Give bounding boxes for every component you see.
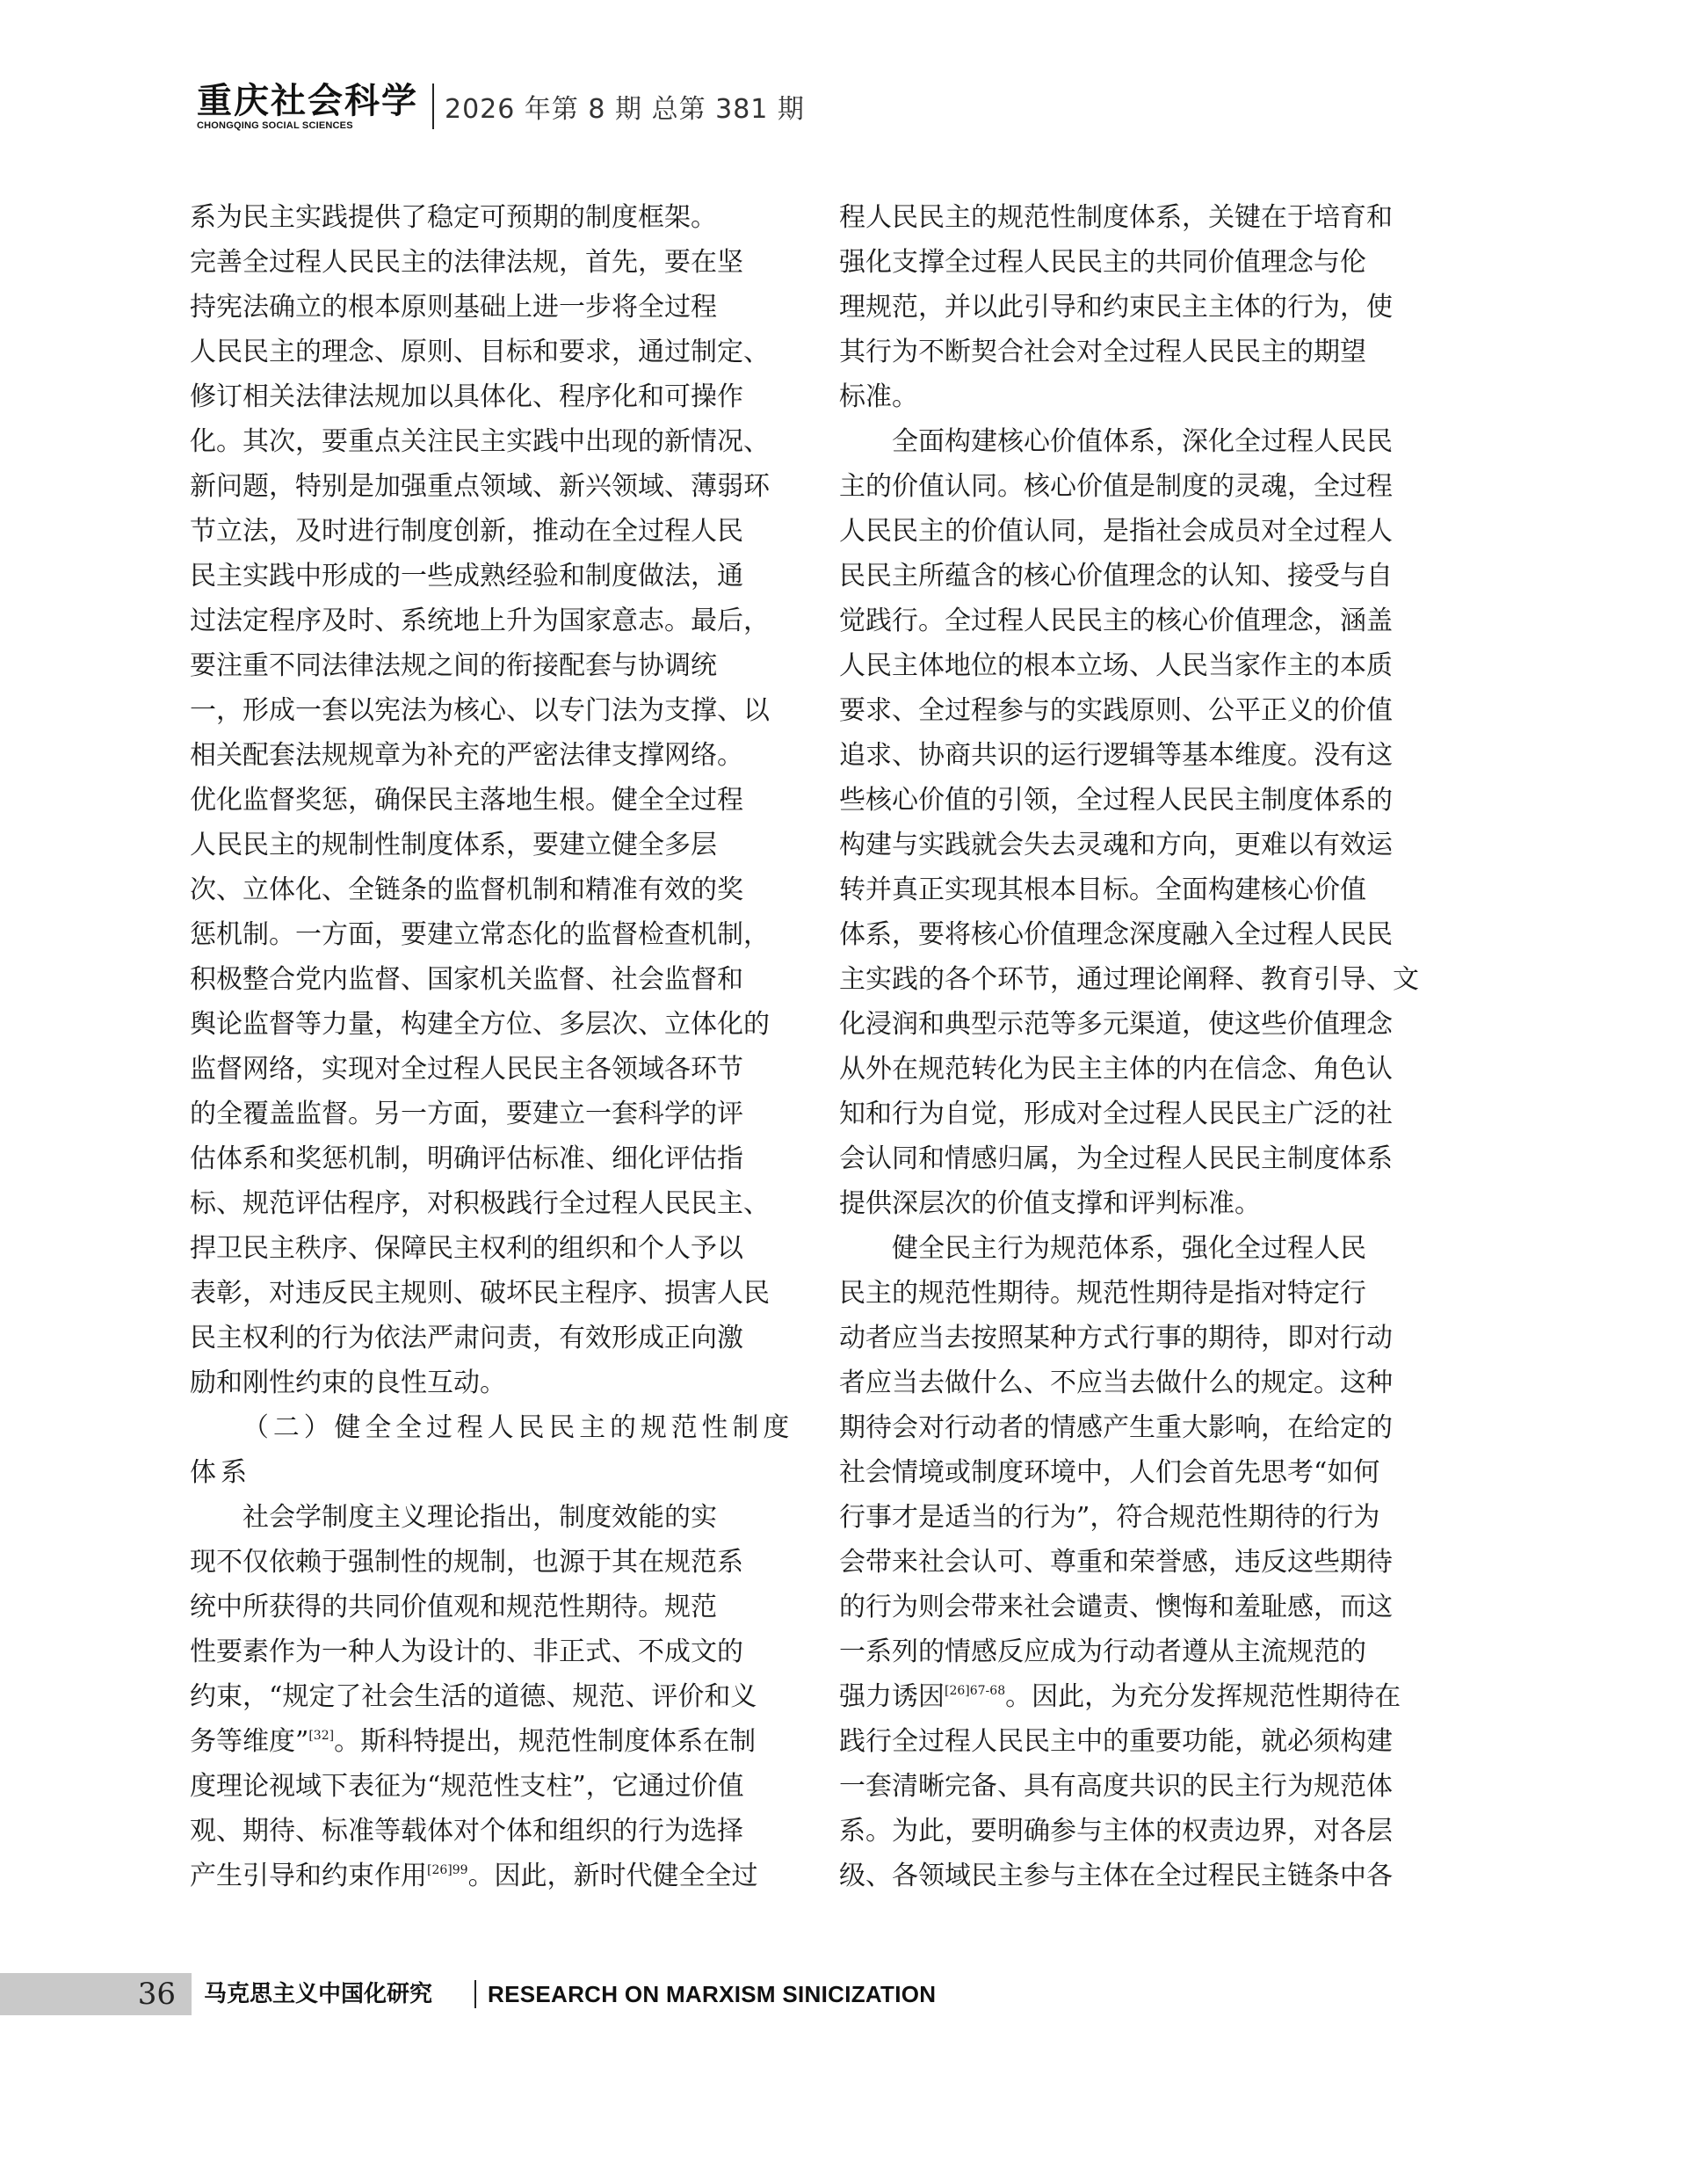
text-line — [190, 374, 793, 419]
text-line — [839, 1047, 1443, 1092]
text-line — [190, 195, 793, 240]
line-text: 监督网络，实现对全过程人民民主各领域各环节 — [190, 1054, 743, 1085]
text-line — [839, 599, 1443, 643]
text-line — [839, 464, 1443, 509]
line-text: 估体系和奖惩机制，明确评估标准、细化评估指 — [190, 1143, 743, 1174]
text-line — [839, 1540, 1443, 1585]
line-text: 践行全过程人民民主中的重要功能，就必须构建 — [839, 1726, 1393, 1757]
line-text: 系。为此，要明确参与主体的权责边界，对各层 — [839, 1816, 1393, 1847]
line-text: 人民民主的规制性制度体系，要建立健全多层 — [190, 830, 717, 860]
line-text: 行事才是适当的行为”，符合规范性期待的行为 — [839, 1502, 1380, 1533]
line-text: 次、立体化、全链条的监督机制和精准有效的奖 — [190, 874, 743, 905]
line-text: 级、各领域民主参与主体在全过程民主链条中各 — [839, 1861, 1393, 1891]
text-line — [839, 1181, 1443, 1226]
line-text: 要求、全过程参与的实践原则、公平正义的价值 — [839, 695, 1393, 726]
section-heading-line — [190, 1450, 793, 1495]
line-text: 化浸润和典型示范等多元渠道，使这些价值理念 — [839, 1009, 1393, 1040]
line-text: 主实践的各个环节，通过理论阐释、教育引导、文 — [839, 964, 1419, 995]
line-text: 转并真正实现其根本目标。全面构建核心价值 — [839, 874, 1366, 905]
line-text: 健全民主行为规范体系，强化全过程人民 — [892, 1233, 1366, 1264]
line-text: 理规范，并以此引导和约束民主主体的行为，使 — [839, 292, 1393, 323]
text-line — [190, 823, 793, 867]
line-text: 一套清晰完备、具有高度共识的民主行为规范体 — [839, 1771, 1393, 1802]
text-line — [190, 330, 793, 374]
line-text: 捍卫民主秩序、保障民主权利的组织和个人予以 — [190, 1233, 743, 1264]
text-line — [839, 1764, 1443, 1809]
citation-ref: [26]67-68 — [945, 1684, 1006, 1698]
citation-ref: [32] — [308, 1729, 335, 1743]
journal-title-en: CHONGQING SOCIAL SCIENCES — [197, 120, 353, 131]
line-text: 优化监督奖惩，确保民主落地生根。健全全过程 — [190, 785, 743, 816]
line-text: 社会情境或制度环境中，人们会首先思考“如何 — [839, 1457, 1380, 1488]
journal-title-cn: 重庆社会科学 — [197, 79, 418, 121]
page-number: 36 — [137, 1977, 176, 2012]
text-line — [190, 867, 793, 912]
line-text: 节立法，及时进行制度创新，推动在全过程人民 — [190, 516, 743, 547]
line-text: 舆论监督等力量，构建全方位、多层次、立体化的 — [190, 1009, 770, 1040]
text-line — [190, 599, 793, 643]
line-text-after: 。因此，为充分发挥规范性期待在 — [1005, 1681, 1401, 1712]
line-text: 新问题，特别是加强重点领域、新兴领域、薄弱环 — [190, 471, 770, 502]
running-footer — [0, 1973, 1687, 2015]
line-text: 励和刚性约束的良性互动。 — [190, 1368, 506, 1398]
text-line — [190, 1047, 793, 1092]
line-text: 相关配套法规规章为补充的严密法律支撑网络。 — [190, 740, 743, 771]
line-text: 追求、协商共识的运行逻辑等基本维度。没有这 — [839, 740, 1393, 771]
text-line — [190, 1181, 793, 1226]
line-text: 的行为则会带来社会谴责、懊悔和羞耻感，而这 — [839, 1592, 1393, 1622]
text-line — [190, 554, 793, 599]
line-text: 一，形成一套以宪法为核心、以专门法为支撑、以 — [190, 695, 770, 726]
text-line — [190, 1495, 793, 1540]
text-line — [190, 1764, 793, 1809]
text-line — [190, 419, 793, 464]
running-header — [197, 79, 805, 134]
text-line — [839, 1405, 1443, 1450]
line-text: 惩机制。一方面，要建立常态化的监督检查机制， — [190, 919, 770, 950]
text-line — [839, 643, 1443, 688]
text-line — [839, 1002, 1443, 1047]
line-text: 统中所获得的共同价值观和规范性期待。规范 — [190, 1592, 717, 1622]
journal-logo — [197, 79, 418, 132]
line-text-after: 。因此，新时代健全全过 — [467, 1861, 758, 1891]
text-line — [190, 1585, 793, 1629]
text-line — [190, 912, 793, 957]
text-line — [190, 688, 793, 733]
line-text: 标准。 — [839, 381, 918, 412]
text-line — [839, 867, 1443, 912]
text-line — [190, 1316, 793, 1360]
text-line — [839, 1360, 1443, 1405]
right-text-column — [839, 195, 1443, 1898]
text-line — [839, 554, 1443, 599]
text-line — [839, 1629, 1443, 1674]
line-text: 强力诱因 — [839, 1681, 945, 1712]
text-line — [190, 1540, 793, 1585]
line-text: 其行为不断契合社会对全过程人民民主的期望 — [839, 337, 1366, 367]
text-line — [190, 778, 793, 823]
text-line — [839, 1674, 1443, 1719]
text-line — [190, 1629, 793, 1674]
line-text: 主的价值认同。核心价值是制度的灵魂，全过程 — [839, 471, 1393, 502]
line-text: 民民主所蕴含的核心价值理念的认知、接受与自 — [839, 561, 1393, 591]
text-line — [839, 1495, 1443, 1540]
text-line — [839, 1226, 1443, 1271]
line-text: 修订相关法律法规加以具体化、程序化和可操作 — [190, 381, 743, 412]
line-text: 民主的规范性期待。规范性期待是指对特定行 — [839, 1278, 1366, 1309]
text-line — [190, 1674, 793, 1719]
line-text: 者应当去做什么、不应当去做什么的规定。这种 — [839, 1368, 1393, 1398]
text-line — [839, 1092, 1443, 1136]
line-text: 民主权利的行为依法严肃问责，有效形成正向激 — [190, 1323, 743, 1353]
text-line — [839, 1316, 1443, 1360]
line-text: 会带来社会认可、尊重和荣誉感，违反这些期待 — [839, 1547, 1393, 1578]
left-text-column — [190, 195, 793, 1898]
text-line — [839, 1271, 1443, 1316]
line-text: 约束，“规定了社会生活的道德、规范、评价和义 — [190, 1681, 757, 1712]
text-line — [190, 1226, 793, 1271]
line-text: 标、规范评估程序，对积极践行全过程人民民主、 — [190, 1188, 770, 1219]
line-text: 产生引导和约束作用 — [190, 1861, 427, 1891]
text-line — [839, 1585, 1443, 1629]
line-text: 观、期待、标准等载体对个体和组织的行为选择 — [190, 1816, 743, 1847]
line-text: 期待会对行动者的情感产生重大影响，在给定的 — [839, 1412, 1393, 1443]
line-text: 体系，要将核心价值理念深度融入全过程人民民 — [839, 919, 1393, 950]
issue-info: 2026 年第 8 期 总第 381 期 — [445, 94, 805, 125]
series-title-cn: 马克思主义中国化研究 — [204, 1981, 433, 2007]
line-text: 强化支撑全过程人民民主的共同价值理念与伦 — [839, 247, 1366, 278]
text-line — [190, 1136, 793, 1181]
line-text: 的全覆盖监督。另一方面，要建立一套科学的评 — [190, 1099, 743, 1129]
text-line — [190, 643, 793, 688]
line-text: 要注重不同法律法规之间的衔接配套与协调统 — [190, 650, 717, 681]
text-line — [839, 195, 1443, 240]
text-line — [190, 957, 793, 1002]
text-line — [839, 1809, 1443, 1854]
text-line — [190, 1092, 793, 1136]
text-line — [839, 823, 1443, 867]
line-text: 一系列的情感反应成为行动者遵从主流规范的 — [839, 1636, 1366, 1667]
text-line — [190, 509, 793, 554]
text-line — [190, 285, 793, 330]
line-text: 过法定程序及时、系统地上升为国家意志。最后， — [190, 606, 770, 636]
text-line — [190, 1809, 793, 1854]
line-text: 完善全过程人民民主的法律法规，首先，要在坚 — [190, 247, 743, 278]
citation-ref: [26]99 — [427, 1863, 468, 1877]
line-text: （二）健全全过程人民民主的规范性制度 — [243, 1412, 794, 1443]
text-line — [190, 1719, 793, 1764]
line-text: 动者应当去按照某种方式行事的期待，即对行动 — [839, 1323, 1393, 1353]
line-text: 系为民主实践提供了稳定可预期的制度框架。 — [190, 202, 717, 233]
line-text: 积极整合党内监督、国家机关监督、社会监督和 — [190, 964, 743, 995]
line-text: 程人民民主的规范性制度体系，关键在于培育和 — [839, 202, 1393, 233]
line-text: 务等维度” — [190, 1726, 309, 1757]
line-text: 表彰，对违反民主规则、破坏民主程序、损害人民 — [190, 1278, 770, 1309]
line-text: 化。其次，要重点关注民主实践中出现的新情况、 — [190, 426, 770, 457]
text-line — [839, 1854, 1443, 1898]
text-line — [190, 1002, 793, 1047]
line-text: 民主实践中形成的一些成熟经验和制度做法，通 — [190, 561, 743, 591]
header-divider — [432, 83, 434, 129]
text-line — [839, 1450, 1443, 1495]
line-text: 构建与实践就会失去灵魂和方向，更难以有效运 — [839, 830, 1393, 860]
text-line — [190, 733, 793, 778]
section-heading-line — [190, 1405, 793, 1450]
text-line — [839, 778, 1443, 823]
text-line — [839, 733, 1443, 778]
line-text-after: 。斯科特提出，规范性制度体系在制 — [334, 1726, 757, 1757]
line-text: 会认同和情感归属，为全过程人民民主制度体系 — [839, 1143, 1393, 1174]
line-text: 度理论视域下表征为“规范性支柱”，它通过价值 — [190, 1771, 744, 1802]
text-line — [190, 1854, 793, 1898]
line-text: 社会学制度主义理论指出，制度效能的实 — [243, 1502, 717, 1533]
text-line — [839, 419, 1443, 464]
line-text: 从外在规范转化为民主主体的内在信念、角色认 — [839, 1054, 1393, 1085]
line-text: 全面构建核心价值体系，深化全过程人民民 — [892, 426, 1393, 457]
line-text: 提供深层次的价值支撑和评判标准。 — [839, 1188, 1261, 1219]
text-line — [190, 464, 793, 509]
line-text: 人民民主的理念、原则、目标和要求，通过制定、 — [190, 337, 770, 367]
footer-divider — [474, 1980, 476, 2008]
line-text: 人民民主的价值认同，是指社会成员对全过程人 — [839, 516, 1393, 547]
text-line — [839, 374, 1443, 419]
text-line — [839, 688, 1443, 733]
text-line — [190, 1360, 793, 1405]
text-line — [839, 509, 1443, 554]
text-line — [839, 1136, 1443, 1181]
line-text: 知和行为自觉，形成对全过程人民民主广泛的社 — [839, 1099, 1393, 1129]
line-text: 体系 — [190, 1457, 251, 1488]
series-title-en: RESEARCH ON MARXISM SINICIZATION — [488, 1981, 937, 2007]
line-text: 些核心价值的引领，全过程人民民主制度体系的 — [839, 785, 1393, 816]
text-line — [190, 1271, 793, 1316]
text-line — [839, 240, 1443, 285]
line-text: 现不仅依赖于强制性的规制，也源于其在规范系 — [190, 1547, 743, 1578]
text-line — [839, 1719, 1443, 1764]
line-text: 持宪法确立的根本原则基础上进一步将全过程 — [190, 292, 717, 323]
line-text: 觉践行。全过程人民民主的核心价值理念，涵盖 — [839, 606, 1393, 636]
text-line — [839, 957, 1443, 1002]
text-line — [190, 240, 793, 285]
text-line — [839, 285, 1443, 330]
line-text: 性要素作为一种人为设计的、非正式、不成文的 — [190, 1636, 743, 1667]
line-text: 人民主体地位的根本立场、人民当家作主的本质 — [839, 650, 1393, 681]
text-line — [839, 912, 1443, 957]
text-line — [839, 330, 1443, 374]
